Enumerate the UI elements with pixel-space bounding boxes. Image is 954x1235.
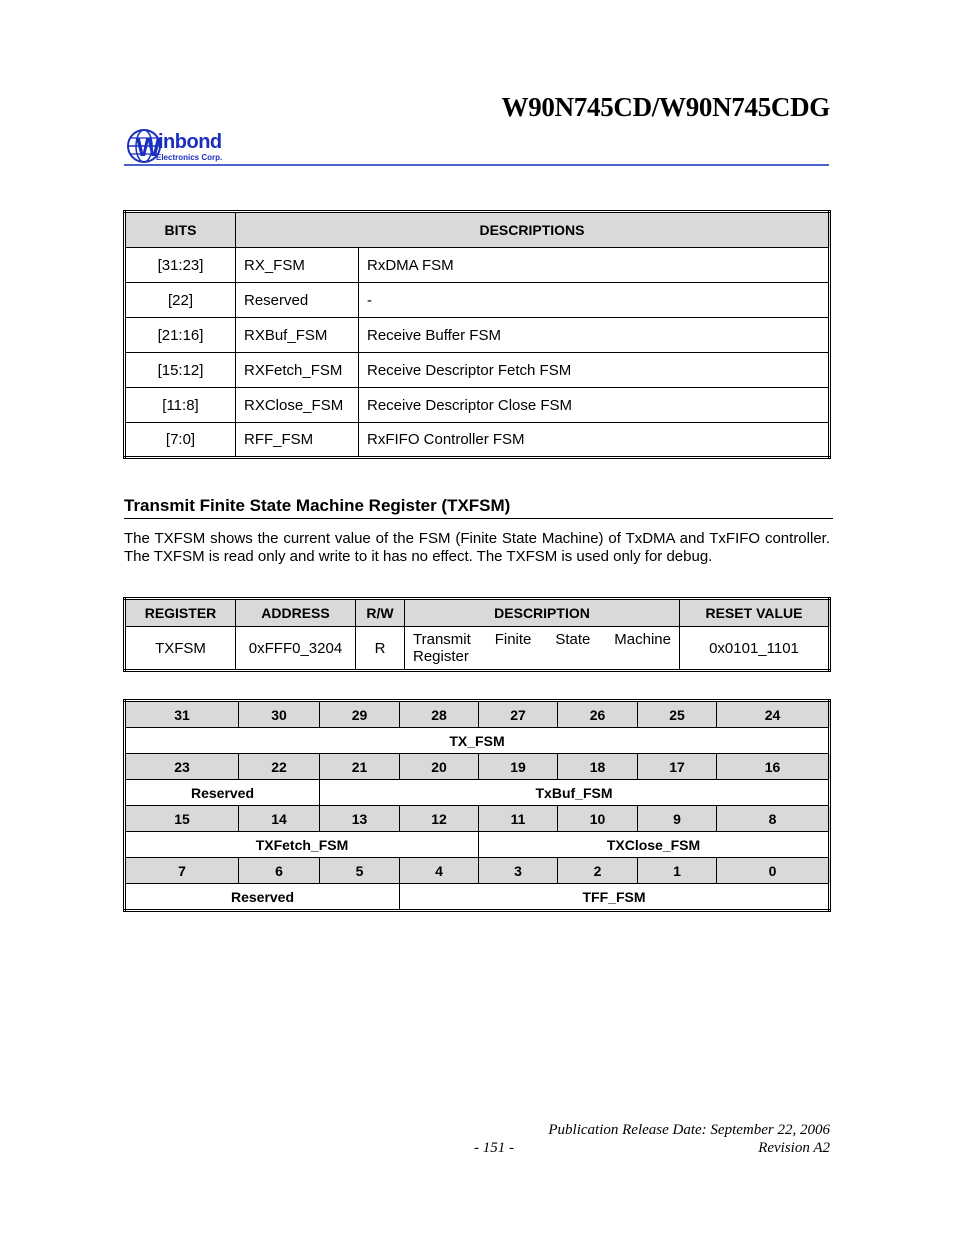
bit-number-cell: 29 <box>320 701 400 728</box>
bit-number-row <box>125 701 830 728</box>
field-cell: TX_FSM <box>125 728 830 754</box>
table-row <box>125 353 830 388</box>
description-cell: Receive Buffer FSM <box>359 318 830 353</box>
bit-number-cell: 16 <box>717 754 830 780</box>
document-title: W90N745CD/W90N745CDG <box>501 92 830 122</box>
table-row <box>125 627 830 671</box>
table-row <box>125 318 830 353</box>
address-cell: 0xFFF0_3204 <box>236 627 356 671</box>
column-header-rw: R/W <box>356 599 405 627</box>
table-row <box>125 423 830 458</box>
section-heading: Transmit Finite State Machine Register (TXFSM) <box>124 496 511 515</box>
column-header-address: ADDRESS <box>236 599 356 627</box>
register-name-cell: TXFSM <box>125 627 236 671</box>
rw-cell: R <box>356 627 405 671</box>
page-number: - 151 - <box>474 1140 514 1156</box>
description-cell: Transmit Finite State Machine Register <box>405 627 680 671</box>
field-name-cell: RX_FSM <box>236 248 359 283</box>
bit-number-cell: 15 <box>125 806 239 832</box>
field-name-cell: RXClose_FSM <box>236 388 359 423</box>
logo-wordmark: inbond <box>158 131 222 153</box>
table-row <box>125 283 830 318</box>
logo-subtitle: Electronics Corp. <box>156 153 223 162</box>
column-header-register: REGISTER <box>125 599 236 627</box>
field-name-cell: RXBuf_FSM <box>236 318 359 353</box>
winbond-logo <box>126 126 256 166</box>
bit-number-cell: 19 <box>479 754 558 780</box>
field-cell: Reserved <box>125 780 320 806</box>
bit-number-cell: 21 <box>320 754 400 780</box>
bit-number-cell: 30 <box>239 701 320 728</box>
bit-number-cell: 13 <box>320 806 400 832</box>
bit-number-cell: 4 <box>400 858 479 884</box>
field-row <box>125 832 830 858</box>
bit-number-cell: 2 <box>558 858 638 884</box>
bit-number-cell: 9 <box>638 806 717 832</box>
bit-number-cell: 8 <box>717 806 830 832</box>
bit-map-table <box>123 699 831 912</box>
header-divider <box>124 164 829 166</box>
reset-value-cell: 0x0101_1101 <box>680 627 830 671</box>
bit-number-cell: 0 <box>717 858 830 884</box>
bits-cell: [15:12] <box>125 353 236 388</box>
bits-cell: [7:0] <box>125 423 236 458</box>
bit-number-cell: 5 <box>320 858 400 884</box>
bits-cell: [31:23] <box>125 248 236 283</box>
bit-number-cell: 25 <box>638 701 717 728</box>
bit-number-cell: 3 <box>479 858 558 884</box>
section-paragraph: The TXFSM shows the current value of the FSM (Finite State Machine) of TxDMA and TxFIFO controller. The TXFSM is read only and write to it has no effect. The TXFSM is used only for debug. <box>124 530 830 565</box>
description-cell: RxFIFO Controller FSM <box>359 423 830 458</box>
bit-number-cell: 18 <box>558 754 638 780</box>
bit-number-cell: 27 <box>479 701 558 728</box>
bit-number-cell: 12 <box>400 806 479 832</box>
bit-number-cell: 17 <box>638 754 717 780</box>
column-header-bits: BITS <box>125 212 236 248</box>
bit-number-cell: 7 <box>125 858 239 884</box>
svg-text:W: W <box>136 132 161 162</box>
field-name-cell: RXFetch_FSM <box>236 353 359 388</box>
section-divider <box>124 518 833 519</box>
bits-cell: [21:16] <box>125 318 236 353</box>
column-header-reset-value: RESET VALUE <box>680 599 830 627</box>
table-row <box>125 248 830 283</box>
bit-number-cell: 11 <box>479 806 558 832</box>
rxfsm-bits-table <box>123 210 831 459</box>
bit-number-cell: 26 <box>558 701 638 728</box>
register-summary-table <box>123 597 831 672</box>
bit-number-cell: 24 <box>717 701 830 728</box>
revision-label: Revision A2 <box>758 1140 830 1156</box>
description-cell: - <box>359 283 830 318</box>
bit-number-cell: 10 <box>558 806 638 832</box>
bit-number-cell: 22 <box>239 754 320 780</box>
field-row <box>125 884 830 911</box>
field-name-cell: RFF_FSM <box>236 423 359 458</box>
bits-cell: [11:8] <box>125 388 236 423</box>
bit-number-cell: 23 <box>125 754 239 780</box>
field-cell: TXClose_FSM <box>479 832 830 858</box>
publication-date: Publication Release Date: September 22, 2006 <box>548 1122 830 1138</box>
field-cell: TXFetch_FSM <box>125 832 479 858</box>
bit-number-cell: 20 <box>400 754 479 780</box>
table-row <box>125 388 830 423</box>
description-cell: Receive Descriptor Fetch FSM <box>359 353 830 388</box>
bit-number-cell: 14 <box>239 806 320 832</box>
bit-number-row <box>125 858 830 884</box>
bit-number-cell: 1 <box>638 858 717 884</box>
bit-number-row <box>125 806 830 832</box>
field-cell: Reserved <box>125 884 400 911</box>
bits-cell: [22] <box>125 283 236 318</box>
field-row <box>125 780 830 806</box>
bit-number-row <box>125 754 830 780</box>
field-name-cell: Reserved <box>236 283 359 318</box>
description-cell: RxDMA FSM <box>359 248 830 283</box>
column-header-description: DESCRIPTION <box>405 599 680 627</box>
column-header-descriptions: DESCRIPTIONS <box>236 212 830 248</box>
bit-number-cell: 6 <box>239 858 320 884</box>
field-cell: TxBuf_FSM <box>320 780 830 806</box>
bit-number-cell: 31 <box>125 701 239 728</box>
field-row <box>125 728 830 754</box>
description-cell: Receive Descriptor Close FSM <box>359 388 830 423</box>
bit-number-cell: 28 <box>400 701 479 728</box>
field-cell: TFF_FSM <box>400 884 830 911</box>
